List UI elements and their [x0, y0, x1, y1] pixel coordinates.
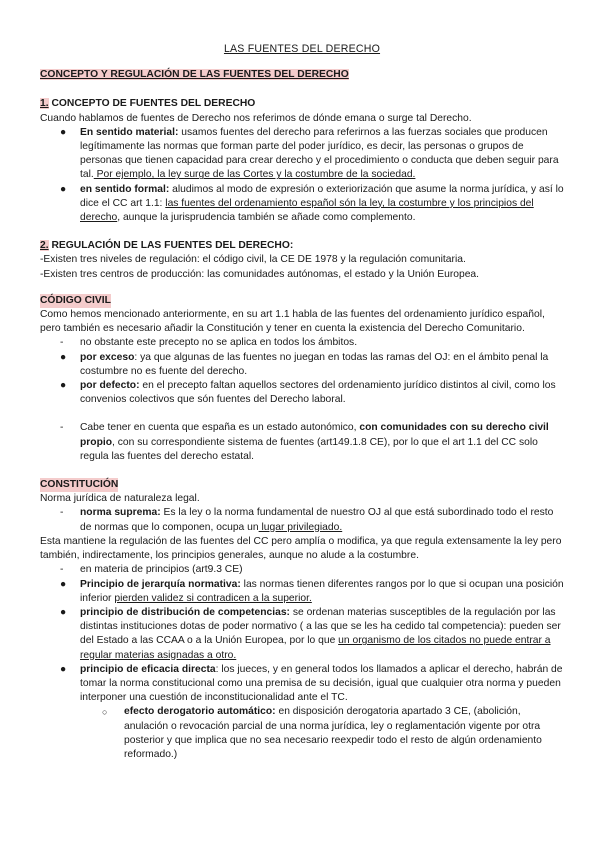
bullet-marker: ● — [60, 663, 67, 675]
list-item-eficacia-directa: ● principio de eficacia directa: los jueces, y en general todos los llamados a aplicar el derecho, habrán de tomar la norma constitucional como una premisa de su decisión, igual que cualquier otra norma y pueden interponer una cuestión de inconstitucionalidad ante el TC. — [60, 663, 563, 704]
list-item-efecto-derogatorio: ○ efecto derogatorio automático: en disposición derogatoria apartado 3 CE, (abolición, anulación o revocación parcial de una norma jurídica, ley o reglamentación vigente por otra posterior y que implica que no sea necesario reexpedir todo el resto de algún ordenamiento reformado.) — [102, 706, 542, 760]
dash-marker: - — [60, 507, 64, 519]
main-section-heading: CONCEPTO Y REGULACIÓN DE LAS FUENTES DEL DERECHO — [40, 69, 349, 81]
list-item-no-obstante: - no obstante este precepto no se aplica en todos los ámbitos. — [40, 336, 564, 350]
codigo-civil-list — [40, 336, 564, 464]
bullet-marker: ● — [60, 351, 67, 363]
circle-marker: ○ — [102, 707, 108, 718]
document-title: LAS FUENTES DEL DERECHO — [223, 43, 381, 55]
bullet-marker: ● — [60, 126, 67, 138]
codigo-civil-intro: Como hemos mencionado anteriormente, en su art 1.1 habla de las fuentes del ordenamiento jurídico español, pero también es necesario añadir la Constitución y tener en cuenta la existencia del Derecho Comunitario. — [40, 309, 545, 335]
list-item-material: ● En sentido material: usamos fuentes del derecho para referirnos a las fuerzas sociales que producen legítimamente las normas que forman parte del poder jurídico, es decir, las personas o grupos de personas que tienen capacidad para crear derecho y el procedimiento o conducta que deben seguir para tal. Por ejemplo, la ley surge de las Cortes y la costumbre de la sociedad. — [60, 126, 559, 181]
bullet-marker: ● — [60, 380, 67, 392]
bullet-marker: ● — [60, 578, 67, 590]
codigo-civil-heading: CÓDIGO CIVIL — [40, 294, 564, 308]
constitucion-intro: Norma jurídica de naturaleza legal. — [40, 493, 200, 505]
bullet-marker: ● — [60, 606, 67, 618]
section-1-heading: 1. CONCEPTO DE FUENTES DEL DERECHO — [40, 98, 256, 110]
list-item-por-defecto: ● por defecto: en el precepto faltan aquellos sectores del ordenamiento jurídico distintos al civil, como los convenios colectivos que són fuentes del Derecho laboral. — [60, 380, 556, 406]
list-item-competencias: ● principio de distribución de competencias: se ordenan materias susceptibles de la regulación por las distintas instituciones dotas de poder normativo ( a las que se les ha cedido tal competencia): pueden ser del Estado a las CCAA o a la Unión Europea, por lo que un organismo de los citados no puede entrar a regular materias asignadas a otro. — [60, 606, 561, 661]
list-item-jerarquia: ● Principio de jerarquía normativa: las normas tienen diferentes rangos por lo que si ocupan una posición inferior pierden validez si contradicen a la superior. — [60, 578, 564, 604]
section-2-line-2: -Existen tres centros de producción: las comunidades autónomas, el estado y la Unión Europea. — [40, 268, 480, 280]
constitucion-list-2 — [40, 563, 564, 762]
constitucion-paragraph: Esta mantiene la regulación de las fuentes del CC pero amplía o modifica, ya que regula extensamente la ley pero también, indirectamente, los principios generales, aunque no alude a la costumbre. — [40, 535, 562, 562]
section-1-list — [40, 126, 564, 225]
list-item-formal: ● en sentido formal: aludimos al modo de expresión o exteriorización que asume la norma jurídica, y así lo dice el CC art 1.1: las fuentes del ordenamiento español són la ley, la costumbre y los principios del derecho, aunque la jurisprudencia también se añade como complemento. — [60, 183, 564, 224]
dash-marker: - — [60, 564, 64, 576]
list-item-por-exceso: ● por exceso: ya que algunas de las fuentes no juegan en todas las ramas del OJ: en el ámbito penal la costumbre no es fuente del derecho. — [60, 351, 549, 377]
list-item-materia-principios: - en materia de principios (art9.3 CE) — [40, 563, 564, 577]
section-2-line-1: -Existen tres niveles de regulación: el código civil, la CE DE 1978 y la regulación comunitaria. — [40, 254, 466, 266]
bullet-marker: ● — [60, 183, 67, 195]
list-item-norma-suprema: - norma suprema: Es la ley o la norma fundamental de nuestro OJ al que está subordinado todo el resto de normas que lo componen, ocupa un lugar privilegiado. — [60, 507, 554, 533]
constitucion-list-1 — [40, 506, 564, 534]
dash-marker: - — [60, 422, 64, 434]
list-item-estado-autonomico: - Cabe tener en cuenta que españa es un estado autonómico, con comunidades con su derecho civil propio, con su correspondiente sistema de fuentes (art149.1.8 CE), por lo que el art 1.1 del CC solo regula las fuentes del derecho estatal. — [60, 422, 549, 462]
constitucion-heading: CONSTITUCIÓN — [40, 478, 564, 492]
dash-marker: - — [60, 337, 64, 349]
section-1-intro: Cuando hablamos de fuentes de Derecho nos referimos de dónde emana o surge tal Derecho. — [40, 112, 472, 124]
section-2-heading: 2. REGULACIÓN DE LAS FUENTES DEL DERECHO: — [40, 240, 294, 252]
